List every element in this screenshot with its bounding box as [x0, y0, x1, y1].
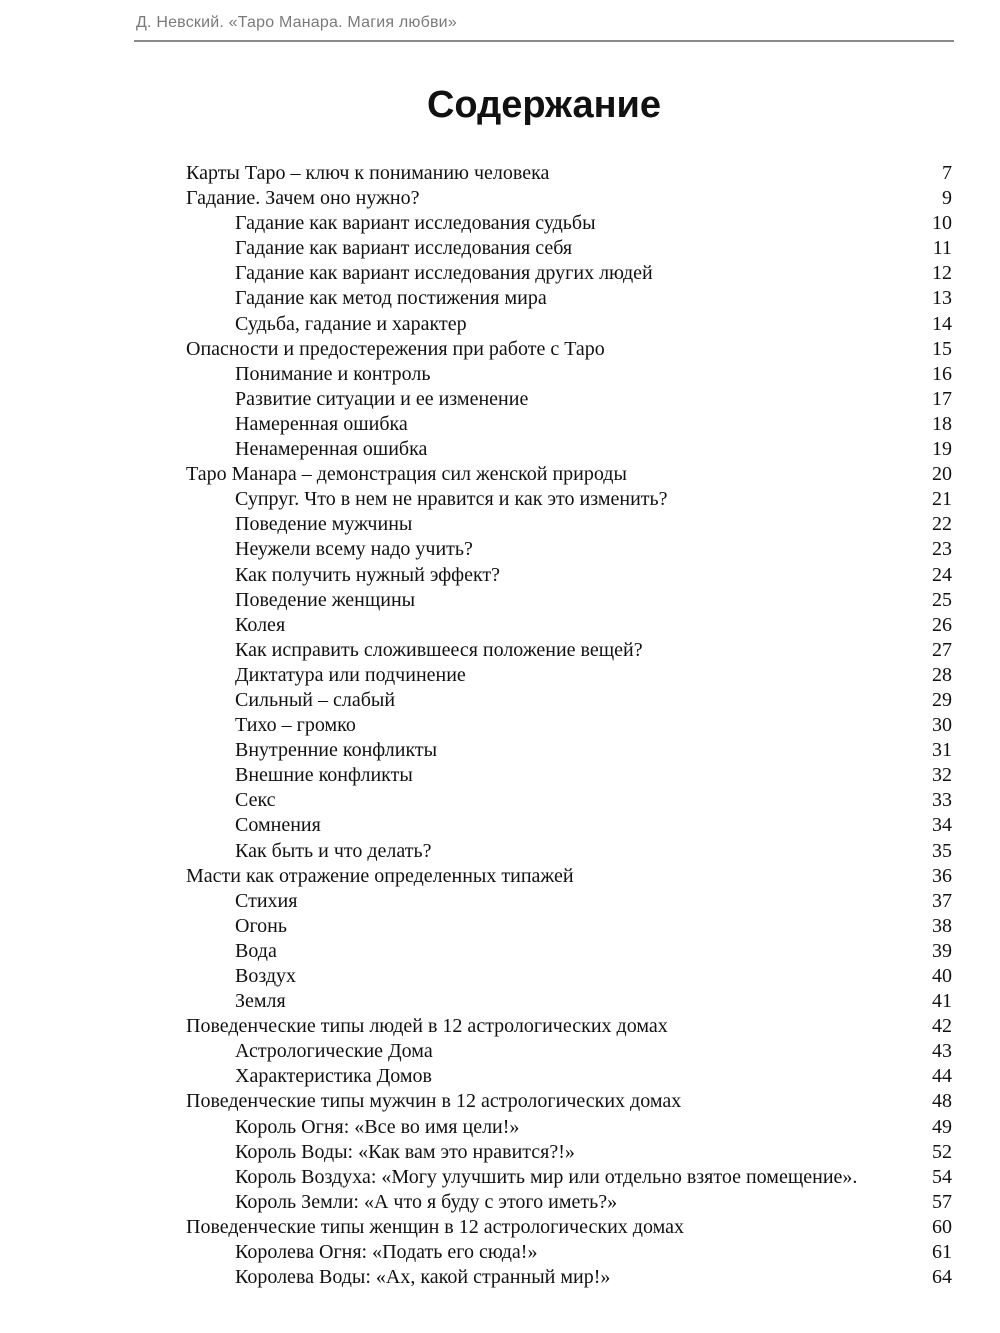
running-header: Д. Невский. «Таро Манара. Магия любви» — [136, 14, 457, 31]
toc-section — [186, 211, 954, 236]
toc-section — [186, 537, 954, 562]
toc-page-number: 26 — [932, 613, 952, 636]
toc-section — [186, 964, 954, 989]
toc-entry-title: Гадание. Зачем оно нужно? — [186, 187, 420, 210]
toc-entry-title: Неужели всему надо учить? — [235, 538, 473, 561]
toc-page-number: 64 — [932, 1266, 952, 1289]
toc-page-number: 32 — [932, 764, 952, 787]
toc-section — [186, 914, 954, 939]
toc-page-number: 34 — [932, 814, 952, 837]
toc-section — [186, 788, 954, 813]
toc-chapter — [186, 1014, 954, 1039]
toc-section — [186, 588, 954, 613]
toc-section — [186, 1140, 954, 1165]
toc-page-number: 57 — [932, 1190, 952, 1213]
toc-chapter — [186, 337, 954, 362]
toc-entry-title: Внутренние конфликты — [235, 739, 438, 762]
toc-entry-title: Воздух — [235, 965, 297, 987]
toc-page-number: 41 — [932, 990, 952, 1013]
toc-entry-title: Как исправить сложившееся положение вещей? — [235, 638, 643, 661]
toc-page-number: 23 — [932, 538, 952, 561]
toc-section — [186, 1240, 954, 1265]
toc-section — [186, 613, 954, 638]
toc-section — [186, 261, 954, 286]
toc-page-number: 44 — [932, 1065, 952, 1088]
toc-section — [186, 412, 954, 437]
toc-entry-title: Королева Огня: «Подать его сюда!» — [235, 1241, 538, 1264]
toc-entry-title: Сомнения — [235, 814, 321, 837]
toc-page-number: 11 — [932, 237, 952, 260]
toc-entry-title: Огонь — [235, 914, 287, 937]
toc-chapter — [186, 1215, 954, 1240]
toc-section — [186, 1115, 954, 1140]
toc-entry-title: Внешние конфликты — [235, 764, 413, 787]
toc-page-number: 15 — [932, 337, 952, 360]
toc-entry-title: Как получить нужный эффект? — [235, 563, 501, 586]
toc-section — [186, 939, 954, 964]
toc-section — [186, 512, 954, 537]
toc-entry-title: Диктатура или подчинение — [235, 663, 466, 686]
toc-entry-title: Стихия — [235, 889, 298, 912]
toc-entry-title: Характеристика Домов — [235, 1065, 432, 1088]
toc-entry-title: Масти как отражение определенных типажей — [186, 864, 574, 887]
toc-entry-title: Король Воздуха: «Могу улучшить мир или отдельно взятое помещение». — [235, 1165, 858, 1188]
toc-entry-title: Поведение мужчины — [235, 513, 413, 536]
toc-page-number: 60 — [932, 1215, 952, 1238]
toc-section — [186, 839, 954, 864]
toc-page-number: 40 — [932, 965, 952, 987]
toc-chapter — [186, 186, 954, 211]
toc-entry-title: Король Огня: «Все во имя цели!» — [235, 1115, 520, 1138]
toc-entry-title: Таро Манара – демонстрация сил женской природы — [186, 463, 627, 486]
toc-entry-title: Королева Воды: «Ах, какой странный мир!» — [235, 1266, 611, 1289]
toc-section — [186, 487, 954, 512]
toc-page-number: 43 — [932, 1040, 952, 1063]
toc-page-number: 33 — [932, 789, 952, 812]
toc-section — [186, 387, 954, 412]
toc-entry-title: Поведенческие типы людей в 12 астрологических домах — [186, 1015, 668, 1038]
toc-page-number: 42 — [932, 1015, 952, 1038]
toc-page-number: 21 — [932, 488, 952, 511]
toc-section — [186, 362, 954, 387]
toc-entry-title: Понимание и контроль — [235, 362, 431, 385]
toc-chapter — [186, 161, 954, 186]
toc-section — [186, 563, 954, 588]
toc-entry-title: Гадание как метод постижения мира — [235, 287, 547, 310]
toc-entry-title: Поведенческие типы мужчин в 12 астрологических домах — [186, 1090, 682, 1113]
toc-page-number: 12 — [932, 262, 952, 285]
toc-page-number: 38 — [932, 914, 952, 937]
toc-entry-title: Астрологические Дома — [235, 1040, 433, 1063]
toc-entry-title: Поведение женщины — [235, 588, 416, 611]
toc-entry-title: Колея — [235, 613, 286, 636]
toc-entry-title: Гадание как вариант исследования других людей — [235, 262, 653, 285]
toc-section — [186, 1190, 954, 1215]
toc-page-number: 35 — [932, 839, 952, 862]
toc-section — [186, 738, 954, 763]
toc-section — [186, 1165, 954, 1190]
toc-entry-title: Вода — [235, 939, 277, 962]
toc-page-number: 30 — [932, 714, 952, 737]
toc-page-number: 48 — [932, 1090, 952, 1113]
toc-entry-title: Как быть и что делать? — [235, 839, 432, 862]
toc-entry-title: Король Воды: «Как вам это нравится?!» — [235, 1140, 575, 1163]
toc-section — [186, 1265, 954, 1290]
toc-page-number: 20 — [932, 463, 952, 486]
toc-page-number: 31 — [932, 739, 952, 762]
toc-entry-title: Развитие ситуации и ее изменение — [235, 387, 529, 410]
toc-section — [186, 813, 954, 838]
toc-entry-title: Опасности и предостережения при работе с Таро — [186, 337, 605, 360]
toc-entry-title: Гадание как вариант исследования себя — [235, 237, 573, 260]
toc-page-number: 22 — [932, 513, 952, 536]
header-rule — [134, 40, 954, 42]
toc-page-number: 19 — [932, 438, 952, 461]
toc-chapter — [186, 864, 954, 889]
toc-entry-title: Ненамеренная ошибка — [235, 438, 428, 461]
table-of-contents — [186, 161, 954, 1290]
toc-entry-title: Карты Таро – ключ к пониманию человека — [186, 162, 550, 184]
toc-page-number: 13 — [932, 287, 952, 310]
toc-page-number: 61 — [932, 1241, 952, 1264]
toc-page-number: 29 — [932, 688, 952, 711]
toc-section — [186, 1064, 954, 1089]
toc-section — [186, 889, 954, 914]
toc-section — [186, 286, 954, 311]
toc-section — [186, 989, 954, 1014]
toc-page-number: 27 — [932, 638, 952, 661]
toc-entry-title: Тихо – громко — [235, 714, 356, 737]
toc-section — [186, 713, 954, 738]
toc-entry-title: Судьба, гадание и характер — [235, 312, 467, 335]
toc-section — [186, 1039, 954, 1064]
toc-page-number: 9 — [942, 187, 952, 210]
toc-entry-title: Намеренная ошибка — [235, 412, 408, 435]
toc-section — [186, 312, 954, 337]
toc-chapter — [186, 462, 954, 487]
toc-section — [186, 663, 954, 688]
toc-entry-title: Секс — [235, 789, 276, 812]
toc-chapter — [186, 1089, 954, 1114]
toc-section — [186, 638, 954, 663]
toc-page-number: 39 — [932, 939, 952, 962]
toc-page-number: 25 — [932, 588, 952, 611]
toc-page-number: 28 — [932, 663, 952, 686]
toc-entry-title: Сильный – слабый — [235, 688, 396, 711]
toc-entry-title: Супруг. Что в нем не нравится и как это изменить? — [235, 488, 668, 511]
toc-page-number: 14 — [932, 312, 952, 335]
toc-page-number: 18 — [932, 412, 952, 435]
toc-section — [186, 236, 954, 261]
toc-page-number: 7 — [942, 162, 952, 184]
toc-page-number: 36 — [932, 864, 952, 887]
toc-page-number: 54 — [932, 1165, 952, 1188]
page-title: Содержание — [426, 84, 662, 126]
toc-entry-title: Поведенческие типы женщин в 12 астрологических домах — [186, 1215, 684, 1238]
toc-page-number: 49 — [932, 1115, 952, 1138]
toc-section — [186, 437, 954, 462]
toc-entry-title: Король Земли: «А что я буду с этого иметь?» — [235, 1190, 618, 1213]
toc-section — [186, 763, 954, 788]
toc-page-number: 37 — [932, 889, 952, 912]
toc-page-number: 16 — [932, 362, 952, 385]
toc-entry-title: Гадание как вариант исследования судьбы — [235, 212, 596, 235]
toc-section — [186, 688, 954, 713]
toc-page-number: 52 — [932, 1140, 952, 1163]
toc-entry-title: Земля — [235, 990, 286, 1013]
toc-page-number: 17 — [932, 387, 952, 410]
toc-page-number: 10 — [932, 212, 952, 235]
toc-page-number: 24 — [932, 563, 952, 586]
